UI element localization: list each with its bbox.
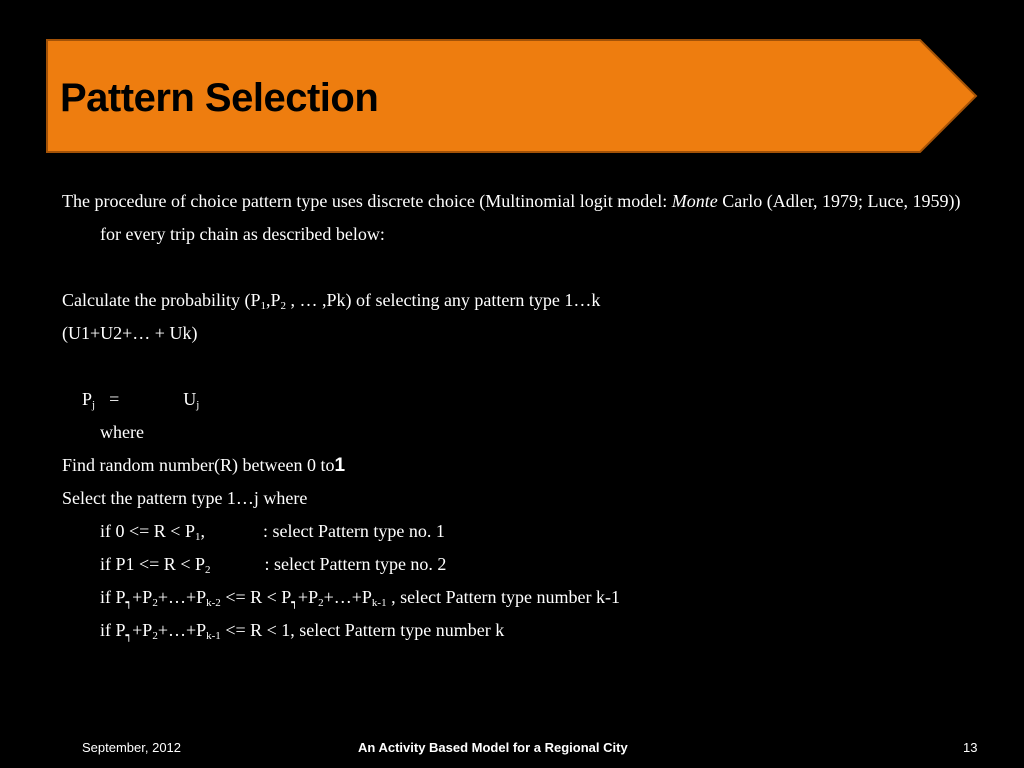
- formula-p-sub: j: [92, 399, 96, 411]
- cond3-g: , select Pattern type number k-1: [386, 587, 621, 607]
- calc-text-b: ,P: [265, 290, 281, 310]
- cond2-text-c: : select Pattern type no. 2: [264, 554, 447, 574]
- slide-title: Pattern Selection: [60, 76, 379, 120]
- condition-1: [62, 515, 962, 548]
- cond3-s1: ┑: [125, 597, 133, 609]
- formula-u: U: [183, 389, 197, 409]
- cond4-s1: ┑: [125, 630, 133, 642]
- cond1-text-c: : select Pattern type no. 1: [262, 521, 445, 541]
- cond3-s2: 2: [152, 597, 158, 609]
- condition-4: [62, 614, 962, 647]
- random-number-line: [62, 449, 962, 482]
- cond4-s2: 2: [152, 630, 158, 642]
- formula-u-sub: j: [196, 399, 200, 411]
- cond2-text-a: if P1 <= R < P: [100, 554, 205, 574]
- condition-2: [62, 548, 962, 581]
- cond3-s4: ┑: [291, 597, 298, 609]
- cond1-sub: 1: [194, 531, 201, 543]
- calc-sub-1: 1: [260, 300, 266, 312]
- find-text: Find random number(R) between 0 to: [62, 455, 335, 475]
- formula-equals: =: [109, 389, 120, 409]
- cond3-f: +…+P: [323, 587, 372, 607]
- find-one: 1: [334, 455, 346, 476]
- cond1-text-a: if 0 <= R < P: [100, 521, 195, 541]
- intro-text-italic: Monte: [671, 191, 718, 211]
- cond4-d: <= R < 1, select Pattern type number k: [220, 620, 505, 640]
- cond3-a: if P: [100, 587, 126, 607]
- probability-line: [62, 284, 962, 317]
- intro-text-a: The procedure of choice pattern type uses discrete choice (Multinomial logit model:: [62, 191, 672, 211]
- cond3-e: +P: [297, 587, 319, 607]
- select-line: Select the pattern type 1…j where: [62, 488, 308, 508]
- where-line: where: [100, 422, 144, 442]
- footer-date: September, 2012: [82, 740, 182, 755]
- cond4-b: +P: [132, 620, 153, 640]
- intro-text-c: Carlo (Adler, 1979; Luce, 1959)) for every trip chain as described below:: [100, 191, 961, 244]
- cond2-sub: 2: [204, 564, 211, 576]
- cond4-s3: k-1: [206, 630, 221, 642]
- calc-text-c: , … ,Pk) of selecting any pattern type 1…k: [285, 290, 601, 310]
- condition-3: [62, 581, 962, 614]
- cond4-a: if P: [100, 620, 126, 640]
- cond3-s3: k-2: [206, 597, 221, 609]
- footer-page-number: 13: [963, 740, 978, 755]
- sum-line: (U1+U2+… + Uk): [62, 323, 198, 343]
- cond3-d: <= R < P: [220, 587, 292, 607]
- intro-paragraph: [62, 185, 962, 251]
- formula-p: P: [82, 389, 93, 409]
- cond3-s6: k-1: [371, 597, 387, 609]
- cond3-c: +…+P: [157, 587, 207, 607]
- cond4-c: +…+P: [157, 620, 207, 640]
- cond1-comma: ,: [200, 521, 205, 541]
- footer-presentation-title: An Activity Based Model for a Regional City: [358, 740, 628, 755]
- cond3-b: +P: [132, 587, 153, 607]
- formula-line: [62, 383, 962, 416]
- calc-sub-2: 2: [280, 300, 286, 312]
- slide-body: [62, 185, 962, 647]
- calc-text-a: Calculate the probability (P: [62, 290, 261, 310]
- cond3-s5: 2: [318, 597, 324, 609]
